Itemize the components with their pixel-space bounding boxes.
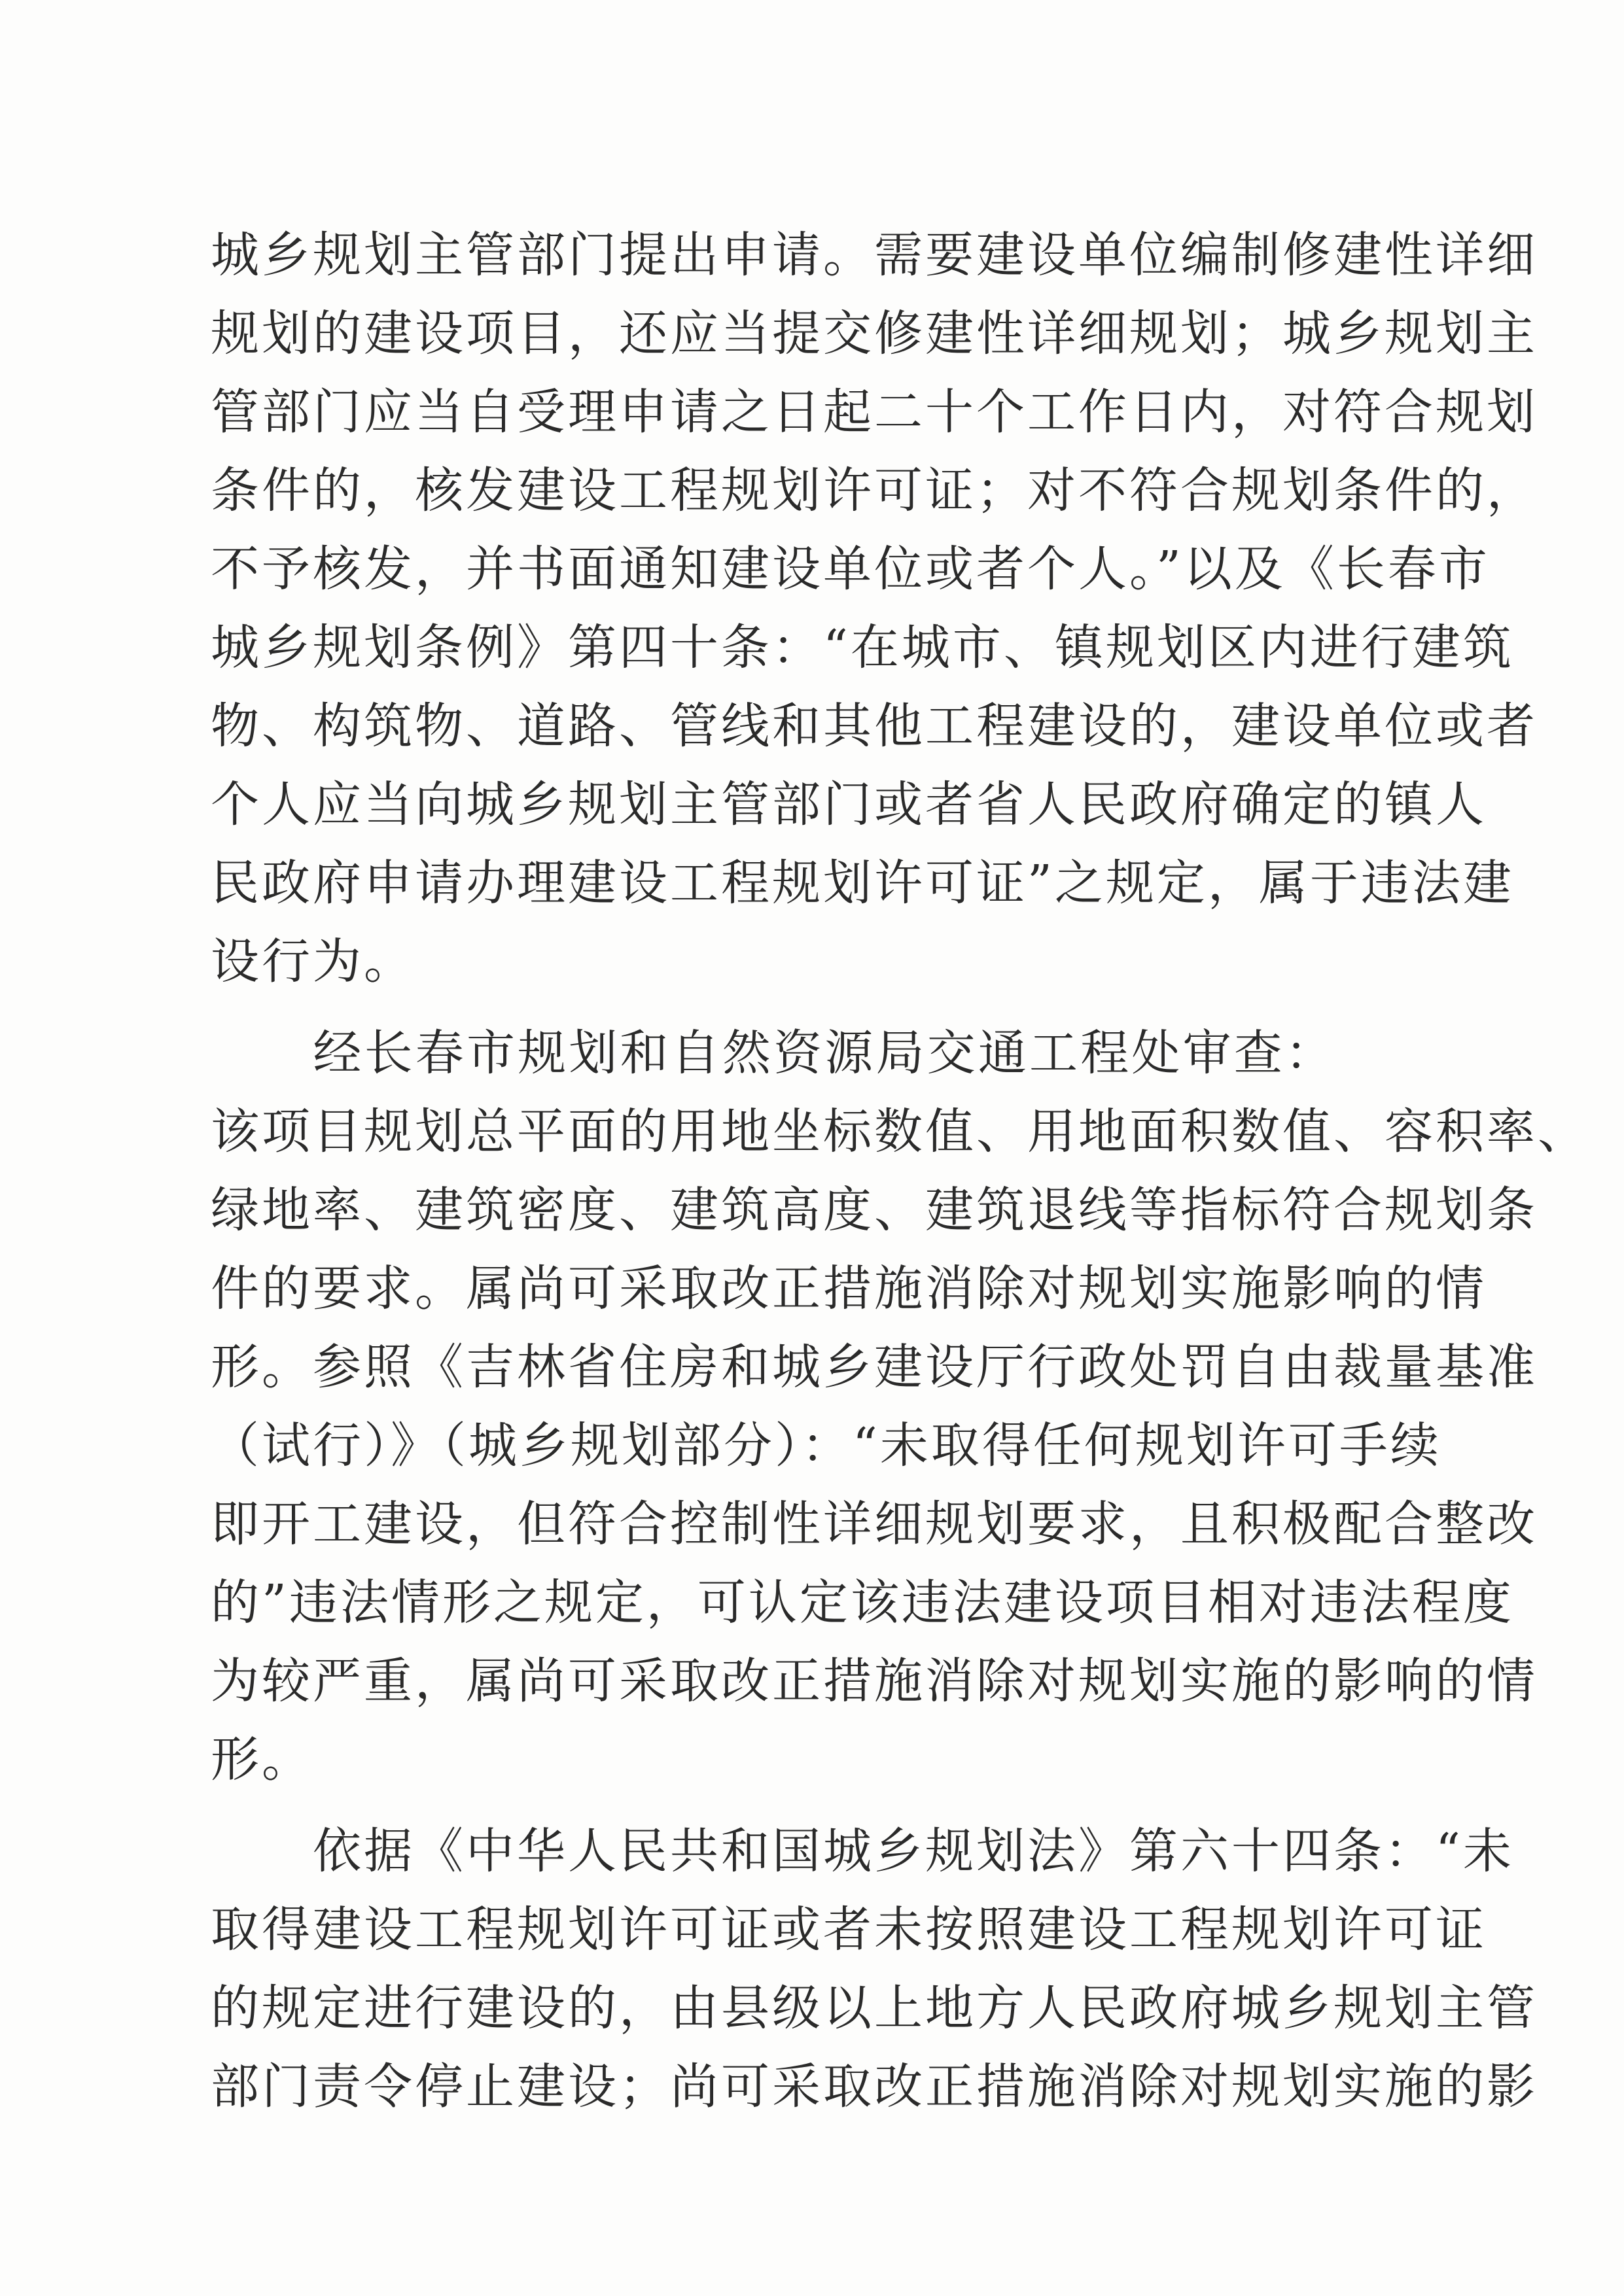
text-line: 物、构筑物、道路、管线和其他工程建设的，建设单位或者 [211,698,1538,754]
text-line: 设行为。 [211,933,415,990]
text-line: 件的要求。属尚可采取改正措施消除对规划实施影响的情 [211,1261,1487,1317]
text-line: 不予核发，并书面通知建设单位或者个人。”以及《长春市 [211,541,1490,597]
text-line: 个人应当向城乡规划主管部门或者省人民政府确定的镇人 [211,776,1487,833]
text-line: 取得建设工程规划许可证或者未按照建设工程规划许可证 [211,1902,1487,1958]
paragraph-1 [211,216,1538,1001]
paragraph-2 [211,1014,1589,1799]
text-line: 的规定进行建设的，由县级以上地方人民政府城乡规划主管 [211,1980,1538,2036]
text-line: 形。 [211,1731,313,1788]
paragraph-spacer [211,1799,1336,1812]
text-line: 经长春市规划和自然资源局交通工程处审查： [211,1025,1336,1081]
text-line: （试行）》（城乡规划部分）：“未取得任何规划许可手续 [211,1418,1441,1474]
paragraph-3 [211,1812,1538,2126]
text-line: 的”违法情形之规定，可认定该违法建设项目相对违法程度 [211,1574,1514,1631]
text-line: 形。参照《吉林省住房和城乡建设厅行政处罚自由裁量基准 [211,1339,1538,1395]
text-line: 民政府申请办理建设工程规划许可证”之规定，属于违法建 [211,855,1514,911]
text-line: 城乡规划主管部门提出申请。需要建设单位编制修建性详细 [211,227,1538,283]
text-line: 条件的，核发建设工程规划许可证；对不符合规划条件的， [211,462,1538,519]
text-line: 部门责令停止建设；尚可采取改正措施消除对规划实施的影 [211,2059,1538,2115]
text-line: 城乡规划条例》第四十条：“在城市、镇规划区内进行建筑 [211,619,1514,676]
text-line: 规划的建设项目，还应当提交修建性详细规划；城乡规划主 [211,305,1538,362]
text-line: 该项目规划总平面的用地坐标数值、用地面积数值、容积率、 [211,1104,1589,1160]
text-line: 绿地率、建筑密度、建筑高度、建筑退线等指标符合规划条 [211,1182,1538,1238]
text-line: 管部门应当自受理申请之日起二十个工作日内，对符合规划 [211,384,1538,440]
body-text [211,216,1589,2126]
text-line: 为较严重，属尚可采取改正措施消除对规划实施的影响的情 [211,1653,1538,1709]
text-line: 依据《中华人民共和国城乡规划法》第六十四条：“未 [211,1823,1514,1879]
text-line: 即开工建设，但符合控制性详细规划要求，且积极配合整改 [211,1496,1538,1552]
paragraph-spacer [211,1001,1336,1014]
